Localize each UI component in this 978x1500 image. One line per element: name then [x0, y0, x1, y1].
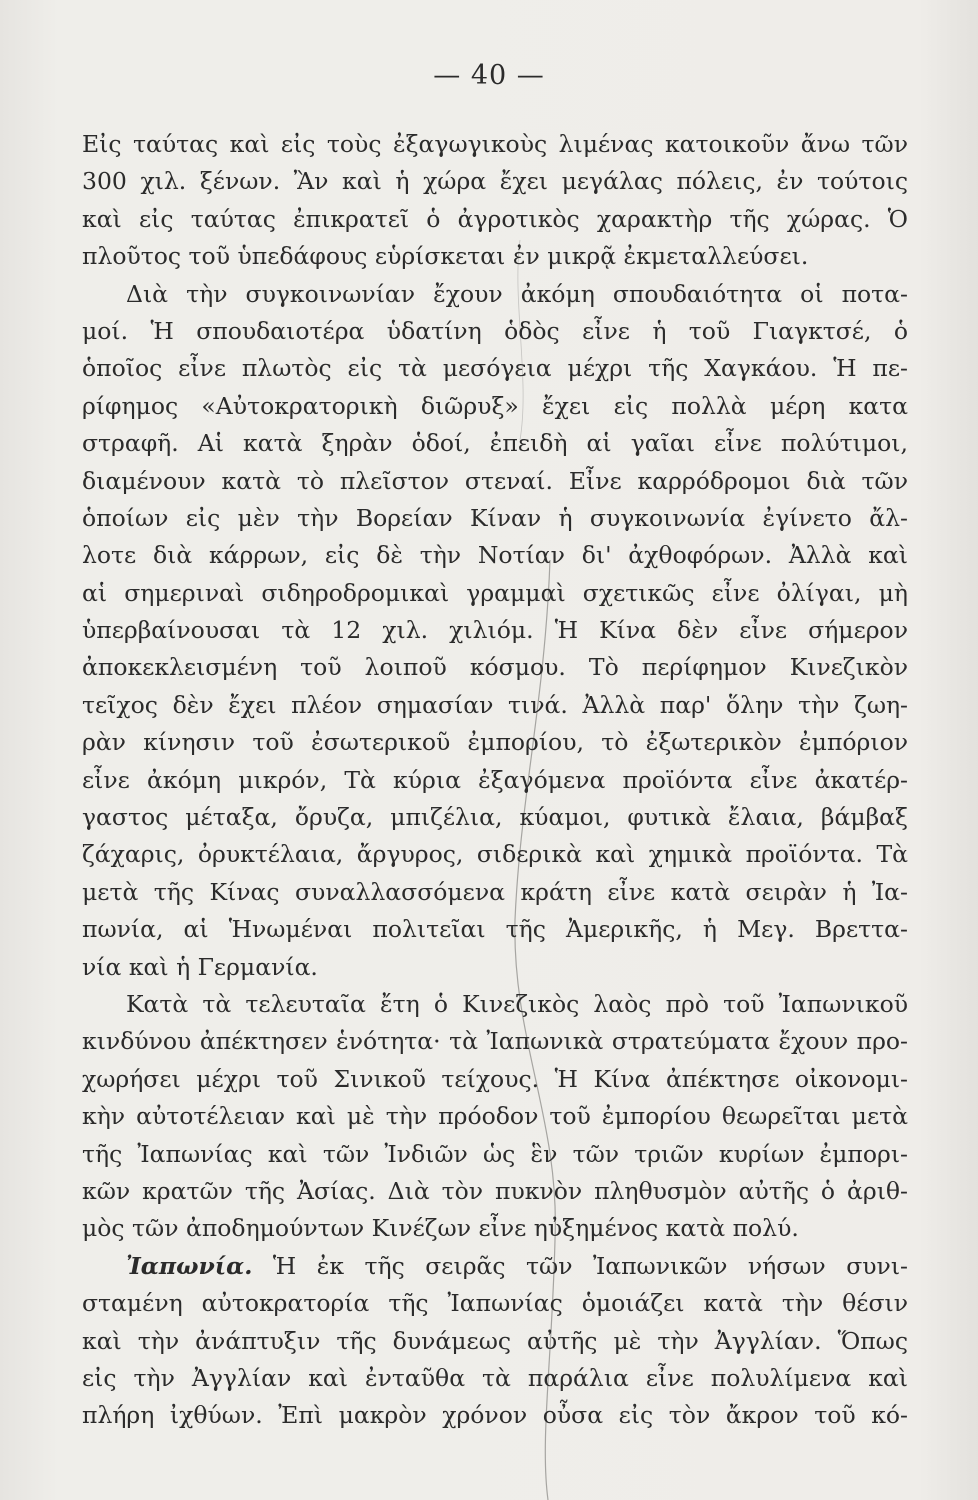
text-line — [82, 276, 908, 313]
text-line — [82, 649, 908, 686]
text-line — [82, 463, 908, 500]
line-text: διαμένουν κατὰ τὸ πλεῖστον στεναί. Εἶνε καρρόδρομοι διὰ τῶν — [82, 466, 908, 495]
line-text: σταμένη αὐτοκρατορία τῆς Ἰαπωνίας ὁμοιάζει κατὰ τὴν θέσιν — [82, 1289, 908, 1318]
text-line — [82, 762, 908, 799]
line-text: πλοῦτος τοῦ ὑπεδάφους εὑρίσκεται ἐν μικρᾷ ἐκμεταλλεύσει. — [82, 242, 809, 271]
line-text: τεῖχος δὲν ἔχει πλέον σημασίαν τινά. Ἀλλὰ παρ' ὅλην τὴν ζωη- — [82, 690, 908, 719]
text-line — [82, 575, 908, 612]
line-text: ζάχαρις, ὀρυκτέλαια, ἄργυρος, σιδερικὰ καὶ χημικὰ προϊόντα. Τὰ — [82, 840, 908, 869]
line-text: νία καὶ ἡ Γερμανία. — [82, 952, 318, 981]
text-line — [82, 836, 908, 873]
line-text: Ἡ ἐκ τῆς σειρᾶς τῶν Ἰαπωνικῶν νήσων συνι- — [252, 1251, 908, 1280]
text-line — [82, 911, 908, 948]
text-line — [82, 163, 908, 200]
text-line — [82, 313, 908, 350]
line-text: καὶ τὴν ἀνάπτυξιν τῆς δυνάμεως αὐτῆς μὲ τὴν Ἀγγλίαν. Ὅπως — [82, 1326, 908, 1355]
text-line — [82, 724, 908, 761]
line-text: ὁποίων εἰς μὲν τὴν Βορείαν Κίναν ἡ συγκοινωνία ἐγίνετο ἄλ- — [82, 503, 908, 532]
line-text: λοτε διὰ κάρρων, εἰς δὲ τὴν Νοτίαν δι' ἀχθοφόρων. Ἀλλὰ καὶ — [82, 541, 908, 570]
line-text: γαστος μέταξα, ὄρυζα, μπιζέλια, κύαμοι, φυτικὰ ἔλαια, βάμβαξ — [82, 803, 908, 832]
line-text: ρὰν κίνησιν τοῦ ἐσωτερικοῦ ἐμπορίου, τὸ ἐξωτερικὸν ἐμπόριον — [82, 728, 908, 757]
text-line — [82, 874, 908, 911]
text-line — [82, 1397, 908, 1434]
line-text: ρίφημος «Αὐτοκρατορικὴ διῶρυξ» ἔχει εἰς πολλὰ μέρη κατα — [82, 391, 908, 420]
text-line — [82, 537, 908, 574]
text-line — [82, 612, 908, 649]
line-text: μετὰ τῆς Κίνας συναλλασσόμενα κράτη εἶνε κατὰ σειρὰν ἡ Ἰα- — [82, 877, 908, 906]
text-line — [82, 1360, 908, 1397]
line-text: κῶν κρατῶν τῆς Ἀσίας. Διὰ τὸν πυκνὸν πληθυσμὸν αὐτῆς ὁ ἀριθ- — [82, 1176, 908, 1205]
line-text: 300 χιλ. ξένων. Ἂν καὶ ἡ χώρα ἔχει μεγάλας πόλεις, ἐν τούτοις — [82, 167, 908, 196]
line-text: πωνία, αἱ Ἡνωμέναι πολιτεῖαι τῆς Ἀμερικῆς, ἡ Μεγ. Βρεττα- — [82, 915, 908, 944]
line-text: ἀποκεκλεισμένη τοῦ λοιποῦ κόσμου. Τὸ περίφημον Κινεζικὸν — [82, 653, 908, 682]
text-line — [82, 687, 908, 724]
text-line — [82, 986, 908, 1023]
text-line — [82, 201, 908, 238]
text-line — [82, 425, 908, 462]
line-text: κινδύνου ἀπέκτησεν ἑνότητα· τὰ Ἰαπωνικὰ στρατεύματα ἔχουν προ- — [82, 1027, 908, 1056]
text-line — [82, 1173, 908, 1210]
line-text: καὶ εἰς ταύτας ἐπικρατεῖ ὁ ἀγροτικὸς χαρακτὴρ τῆς χώρας. Ὁ — [82, 204, 908, 233]
line-text: χωρήσει μέχρι τοῦ Σινικοῦ τείχους. Ἡ Κίνα ἀπέκτησε οἰκονομι- — [82, 1064, 908, 1093]
text-line — [82, 799, 908, 836]
line-text: πλήρη ἰχθύων. Ἐπὶ μακρὸν χρόνον οὖσα εἰς τὸν ἄκρον τοῦ κό- — [82, 1401, 908, 1430]
section-heading: Ἰαπωνία. — [126, 1251, 253, 1280]
line-text: εἰς τὴν Ἀγγλίαν καὶ ἐνταῦθα τὰ παράλια εἶνε πολυλίμενα καὶ — [82, 1363, 908, 1392]
line-text: στραφῆ. Αἱ κατὰ ξηρὰν ὁδοί, ἐπειδὴ αἱ γαῖαι εἶνε πολύτιμοι, — [82, 429, 908, 458]
line-text: ὑπερβαίνουσαι τὰ 12 χιλ. χιλιόμ. Ἡ Κίνα δὲν εἶνε σήμερον — [82, 616, 908, 645]
line-text: αἱ σημεριναὶ σιδηροδρομικαὶ γραμμαὶ σχετικῶς εἶνε ὀλίγαι, μὴ — [82, 578, 908, 607]
text-line — [82, 1098, 908, 1135]
body-text — [82, 126, 908, 1435]
text-line — [82, 1061, 908, 1098]
text-line — [82, 500, 908, 537]
line-text: μὸς τῶν ἀποδημούντων Κινέζων εἶνε ηὐξημένος κατὰ πολύ. — [82, 1214, 799, 1243]
line-text: κὴν αὐτοτέλειαν καὶ μὲ τὴν πρόοδον τοῦ ἐμπορίου θεωρεῖται μετὰ — [82, 1102, 908, 1131]
line-text: Διὰ τὴν συγκοινωνίαν ἔχουν ἀκόμη σπουδαιότητα οἱ ποτα- — [126, 279, 908, 308]
text-line — [82, 1248, 908, 1285]
line-text: μοί. Ἡ σπουδαιοτέρα ὑδατίνη ὁδὸς εἶνε ἡ τοῦ Γιαγκτσέ, ὁ — [82, 316, 908, 345]
text-line — [82, 1285, 908, 1322]
text-line — [82, 350, 908, 387]
text-line — [82, 1323, 908, 1360]
line-text: εἶνε ἀκόμη μικρόν, Τὰ κύρια ἐξαγόμενα προϊόντα εἶνε ἀκατέρ- — [82, 765, 908, 794]
text-line — [82, 1210, 908, 1247]
text-line — [82, 238, 908, 275]
text-line — [82, 126, 908, 163]
page-number: — 40 — — [433, 60, 545, 91]
text-line — [82, 1136, 908, 1173]
text-line — [82, 1023, 908, 1060]
line-text: Κατὰ τὰ τελευταῖα ἔτη ὁ Κινεζικὸς λαὸς πρὸ τοῦ Ἰαπωνικοῦ — [126, 989, 908, 1018]
text-line — [82, 949, 908, 986]
line-text: τῆς Ἰαπωνίας καὶ τῶν Ἰνδιῶν ὡς ἓν τῶν τριῶν κυρίων ἐμπορι- — [82, 1139, 908, 1168]
line-text: ὁποῖος εἶνε πλωτὸς εἰς τὰ μεσόγεια μέχρι τῆς Χαγκάου. Ἡ πε- — [82, 354, 908, 383]
text-line — [82, 388, 908, 425]
line-text: Εἰς ταύτας καὶ εἰς τοὺς ἐξαγωγικοὺς λιμένας κατοικοῦν ἄνω τῶν — [82, 130, 908, 158]
